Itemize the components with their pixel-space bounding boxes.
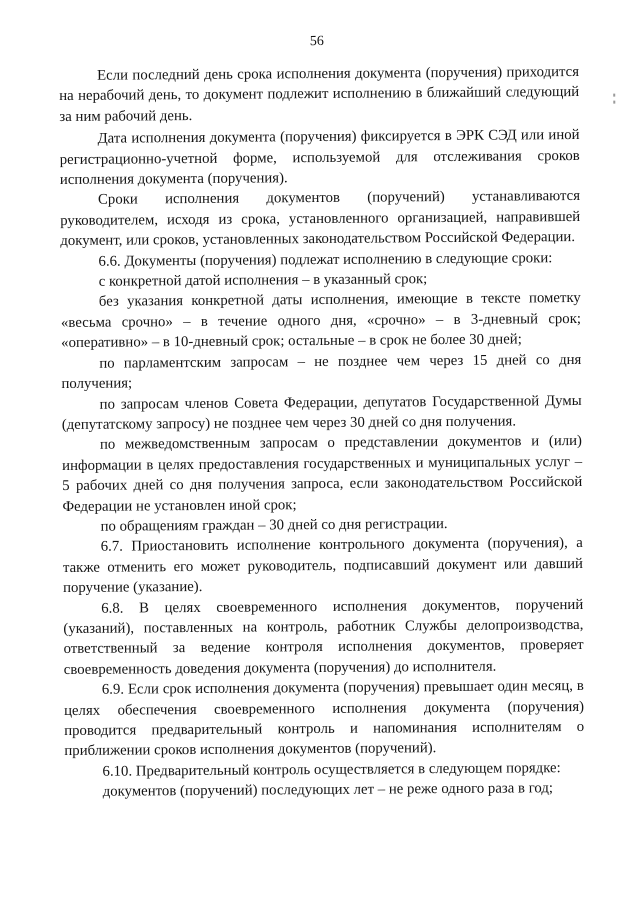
list-item-parliamentary: по парламентским запросам – не позднее чем через 15 дней со дня получения; bbox=[61, 351, 582, 393]
list-item-following-years: документов (поручений) последующих лет – не реже одного раза в год; bbox=[102, 780, 554, 800]
paragraph-execution-date: Дата исполнения документа (поручения) фиксируется в ЭРК СЭД или иной регистрационно-учетной форме, используемой для отслеживания сроков исполнения документа (поручения). bbox=[59, 127, 580, 189]
paragraph-6-9: 6.9. Если срок исполнения документа (поручения) превышает один месяц, в целях обеспечения своевременного исполнения документа (поручения) проводится предварительный контроль и напоминания исполнителям о приближении сроков исполнения документов (поручений). bbox=[63, 678, 585, 760]
document-body bbox=[59, 62, 585, 803]
paragraph-6-10: 6.10. Предварительный контроль осуществляется в следующем порядке: bbox=[102, 759, 561, 780]
paragraph-deadlines-set: Сроки исполнения документов (поручений) устанавливаются руководителем, исходя из срока, установленного организацией, направившей документ, или сроков, установленных законодательством Российской Федерации. bbox=[60, 188, 581, 250]
scan-artifact bbox=[613, 94, 615, 97]
list-item-federation-council: по запросам членов Совета Федерации, депутатов Государственной Думы (депутатскому запросу) не позднее чем через 30 дней со дня получения. bbox=[61, 392, 582, 433]
paragraph-6-8: 6.8. В целях своевременного исполнения документов, поручений (указаний), поставленных на контроль, работник Службы делопроизводства, ответственный за ведение контроля исполнения документов, проверяет своевременность доведения документа (поручения) до исполнителя. bbox=[63, 596, 584, 678]
list-item-citizens: по обращениям граждан – 30 дней со дня регистрации. bbox=[100, 515, 448, 535]
scan-artifact bbox=[613, 101, 615, 104]
list-item-no-date: без указания конкретной даты исполнения, имеющие в тексте пометку «весьма срочно» – в течение одного дня, «срочно» – в 3-дневный срок; «оперативно» – в 10-дневный срок; остальные – в срок не более 30 дней; bbox=[60, 290, 582, 352]
page-number: 56 bbox=[309, 33, 324, 50]
list-item-interagency: по межведомственным запросам о представлении документов и (или) информации в целях предоставления государственных и муниципальных услуг – 5 рабочих дней со дня получения запроса, если законодательством Российской Федерации не установлен иной срок; bbox=[62, 433, 583, 515]
paragraph-nonworking-day: Если последний день срока исполнения документа (поручения) приходится на нерабочий день, то документ подлежит исполнению в ближайший следующий за ним рабочий день. bbox=[59, 63, 580, 125]
paragraph-6-7: 6.7. Приостановить исполнение контрольного документа (поручения), а также отменить его может руководитель, подписавший документ или давший поручение (указание). bbox=[62, 535, 583, 597]
paragraph-6-6: 6.6. Документы (поручения) подлежат исполнению в следующие сроки: bbox=[98, 249, 553, 270]
list-item-specific-date: с конкретной датой исполнения – в указанный срок; bbox=[98, 271, 428, 290]
